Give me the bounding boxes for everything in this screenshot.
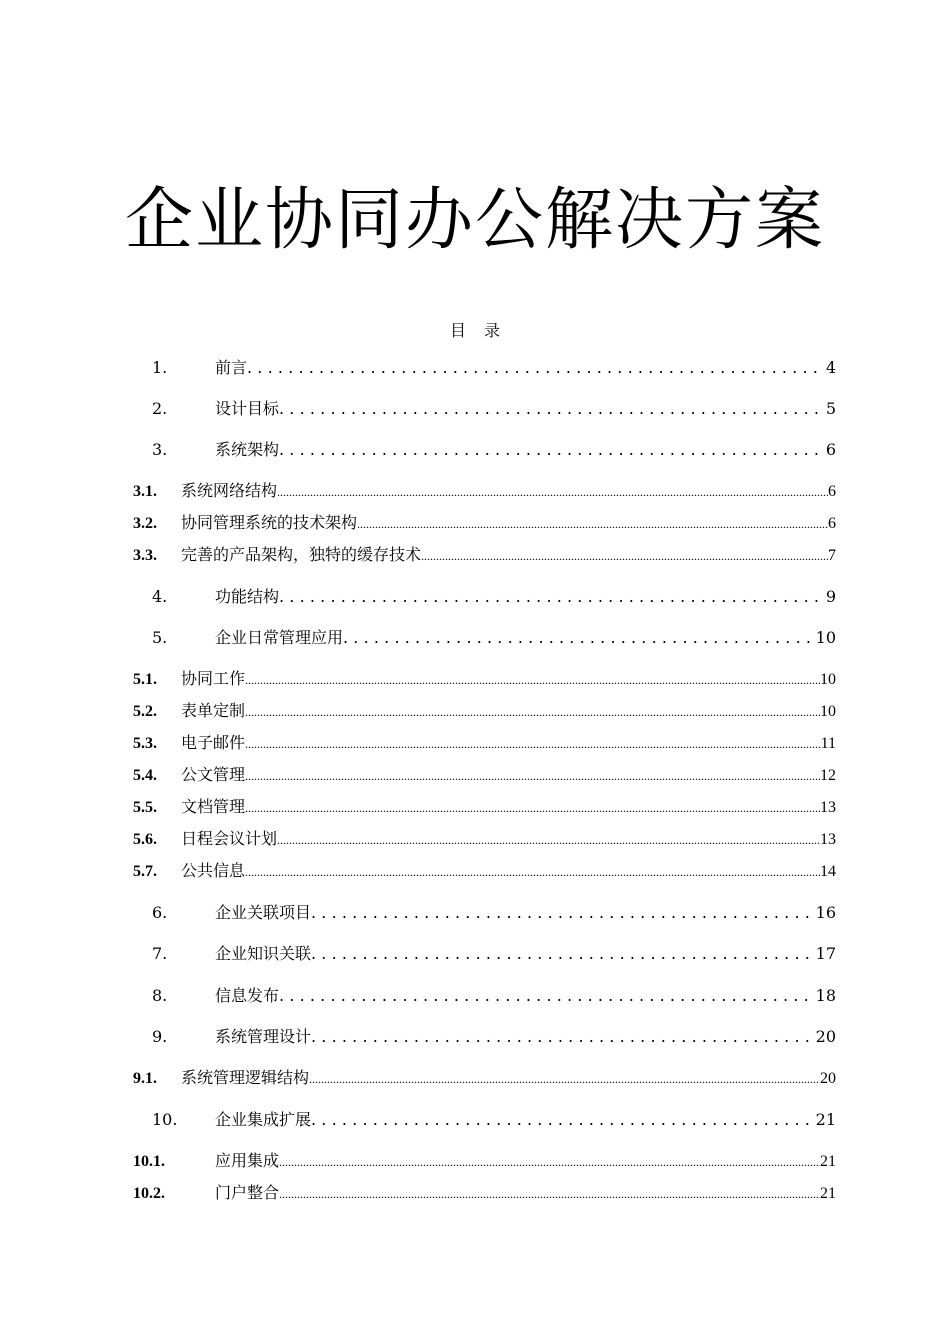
toc-entry-number: 5.3. [133,735,157,752]
toc-dot-leader [245,669,820,691]
toc-entry-title: 前言 [215,358,248,377]
toc-entry[interactable] [133,1068,836,1090]
toc-entry-page: 10 [820,671,836,688]
toc-entry-number: 5.4. [133,767,157,784]
toc-dot-leader [245,701,820,723]
toc-entry-page: 21 [820,1153,836,1170]
toc-entry-number: 2. [152,399,168,418]
toc-entry[interactable] [152,439,836,461]
toc-entry-page: 21 [820,1185,836,1202]
toc-entry-number: 6. [152,903,168,922]
toc-entry-number: 10. [152,1110,178,1129]
toc-entry[interactable] [152,943,836,965]
toc-dot-leader [311,902,814,924]
toc-entry-title: 日程会议计划 [181,831,278,848]
toc-entry-title: 完善的产品架构，独特的缓存技术 [181,547,422,564]
toc-entry-title: 信息发布 [215,986,280,1005]
toc-entry-number: 3.2. [133,515,157,532]
toc-dot-leader [279,1183,820,1205]
toc-entry-page: 17 [815,944,836,963]
toc-entry[interactable] [133,669,836,691]
toc-dot-leader [279,586,824,608]
toc-entry-title: 应用集成 [215,1153,280,1170]
toc-entry-title: 电子邮件 [181,735,246,752]
toc-entry-title: 系统网络结构 [181,483,278,500]
toc-dot-leader [277,481,828,503]
toc-dot-leader [277,829,820,851]
toc-entry-number: 4. [152,587,168,606]
toc-entry[interactable] [133,545,836,567]
toc-heading-char-1: 目 [449,321,466,340]
toc-entry[interactable] [152,1109,836,1131]
toc-dot-leader [279,398,824,420]
toc-entry-title: 系统管理设计 [215,1027,312,1046]
toc-entry-number: 7. [152,944,168,963]
toc-entry-number: 3.1. [133,483,157,500]
toc-entry[interactable] [152,586,836,608]
toc-entry[interactable] [133,765,836,787]
toc-entry-title: 企业集成扩展 [215,1110,312,1129]
toc-entry-title: 表单定制 [181,703,246,720]
toc-dot-leader [311,943,814,965]
toc-entry-title: 文档管理 [181,799,246,816]
toc-entry[interactable] [152,1026,836,1048]
toc-entry-number: 5.2. [133,703,157,720]
toc-entry-number: 10.2. [133,1185,165,1202]
toc-dot-leader [245,733,821,755]
toc-entry-page: 6 [825,440,836,459]
toc-entry-page: 6 [828,483,836,500]
toc-entry-page: 16 [815,903,836,922]
toc-dot-leader [279,985,814,1007]
toc-entry[interactable] [133,1183,836,1205]
toc-dot-leader [279,439,824,461]
toc-entry-title: 协同管理系统的技术架构 [181,515,358,532]
toc-entry-page: 14 [820,863,836,880]
toc-entry-page: 12 [820,767,836,784]
toc-entry[interactable] [133,481,836,503]
toc-dot-leader [245,765,820,787]
toc-entry[interactable] [133,513,836,535]
toc-entry-page: 7 [828,547,836,564]
toc-entry-page: 21 [815,1110,836,1129]
toc-entry-title: 企业知识关联 [215,944,312,963]
toc-entry-title: 企业关联项目 [215,903,312,922]
toc-entry-title: 系统管理逻辑结构 [181,1070,310,1087]
toc-entry-title: 功能结构 [215,587,280,606]
toc-entry-page: 11 [820,735,836,752]
toc-entry-page: 20 [820,1070,836,1087]
toc-heading-char-2: 录 [484,321,501,340]
toc-dot-leader [421,545,828,567]
toc-entry[interactable] [133,701,836,723]
toc-dot-leader [343,627,814,649]
toc-entry-title: 系统架构 [215,440,280,459]
toc-entry-title: 协同工作 [181,671,246,688]
toc-entry-number: 5.5. [133,799,157,816]
toc-entry-number: 9.1. [133,1070,157,1087]
toc-entry-page: 13 [820,799,836,816]
toc-entry[interactable] [133,861,836,883]
toc-entry[interactable] [152,627,836,649]
toc-entry-page: 4 [825,358,836,377]
toc-entry[interactable] [152,985,836,1007]
toc-entry-page: 10 [815,628,836,647]
toc-dot-leader [245,797,820,819]
toc-entry-number: 5.6. [133,831,157,848]
toc-entry-number: 9. [152,1027,168,1046]
toc-dot-leader [279,1151,820,1173]
toc-entry-title: 公共信息 [181,863,246,880]
toc-entry[interactable] [133,1151,836,1173]
toc-entry-title: 企业日常管理应用 [215,628,344,647]
toc-entry-number: 5.7. [133,863,157,880]
toc-entry[interactable] [133,733,836,755]
toc-dot-leader [357,513,828,535]
toc-entry-number: 3. [152,440,168,459]
toc-entry-number: 8. [152,986,168,1005]
toc-entry-page: 9 [825,587,836,606]
toc-entry[interactable] [152,357,836,379]
toc-entry-number: 10.1. [133,1153,165,1170]
toc-entry-number: 5. [152,628,168,647]
toc-entry[interactable] [152,398,836,420]
toc-entry-page: 5 [825,399,836,418]
toc-entry[interactable] [152,902,836,924]
toc-entry-number: 3.3. [133,547,157,564]
toc-entry-title: 设计目标 [215,399,280,418]
toc-entry-number: 5.1. [133,671,157,688]
toc-dot-leader [245,861,820,883]
toc-entry-title: 公文管理 [181,767,246,784]
toc-entry-number: 1. [152,358,168,377]
toc-entry-title: 门户整合 [215,1185,280,1202]
document-title: 企业协同办公解决方案 [124,181,825,260]
toc-entry-page: 10 [820,703,836,720]
toc-entry-page: 13 [820,831,836,848]
toc-entry[interactable] [133,797,836,819]
toc-entry-page: 18 [815,986,836,1005]
toc-dot-leader [309,1068,820,1090]
toc-entry-page: 20 [815,1027,836,1046]
toc-entry[interactable] [133,829,836,851]
toc-entry-page: 6 [828,515,836,532]
toc-dot-leader [311,1026,814,1048]
toc-dot-leader [311,1109,814,1131]
toc-dot-leader [247,357,824,379]
